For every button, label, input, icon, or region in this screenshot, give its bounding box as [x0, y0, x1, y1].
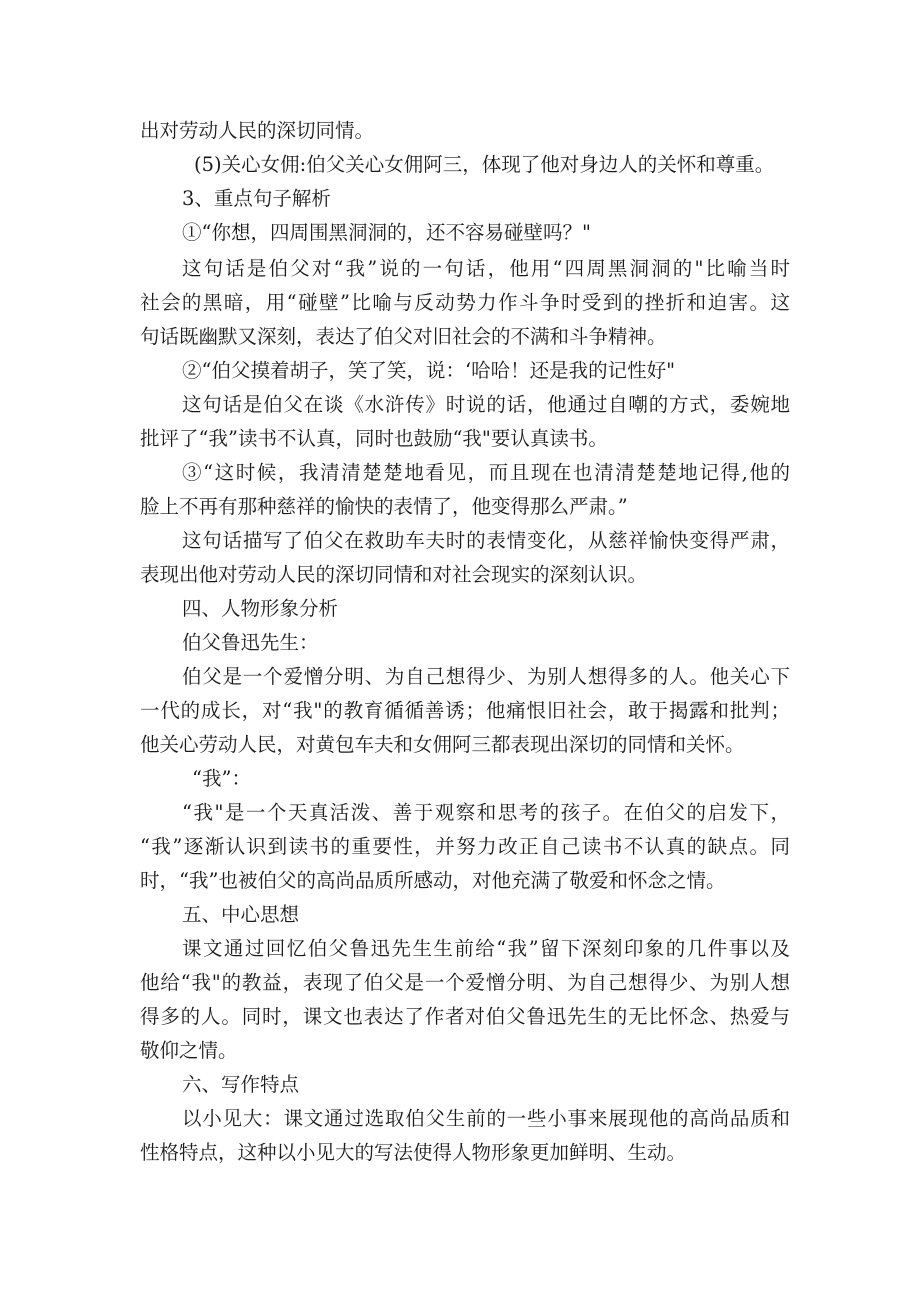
text-line: 他给“我"的教益，表现了伯父是一个爱憎分明、为自己想得少、为别人想: [140, 971, 790, 994]
quoted-sentence: ②“伯父摸着胡子，笑了笑，说：‘哈哈！还是我的记性好": [182, 359, 676, 382]
text-line: 一代的成长，对“我"的教育循循善诱；他痛恨旧社会，敢于揭露和批判；: [140, 699, 790, 722]
text-line: “我”逐渐认识到读书的重要性，并努力改正自己读书不认真的缺点。同: [140, 835, 790, 858]
section-heading: 五、中心思想: [182, 903, 300, 926]
text-line: 性格特点，这种以小见大的写法使得人物形象更加鲜明、生动。: [140, 1141, 687, 1164]
text-line: 课文通过回忆伯父鲁迅先生生前给“我”留下深刻印象的几件事以及: [182, 937, 790, 960]
text-line: 这句话是伯父对“我”说的一句话，他用“四周黑洞洞的"比喻当时: [182, 257, 790, 280]
text-line: 出对劳动人民的深切同情。: [140, 119, 375, 142]
text-line: 以小见大：课文通过选取伯父生前的一些小事来展现他的高尚品质和: [182, 1107, 790, 1130]
text-line: 得多的人。同时，课文也表达了作者对伯父鲁迅先生的无比怀念、热爱与: [140, 1005, 790, 1028]
text-line: (5)关心女佣:伯父关心女佣阿三，体现了他对身边人的关怀和尊重。: [194, 153, 775, 176]
text-line: 表现出他对劳动人民的深切同情和对社会现实的深刻认识。: [140, 563, 648, 586]
text-line: 这句话描写了伯父在救助车夫时的表情变化，从慈祥愉快变得严肃，: [182, 529, 790, 552]
quoted-sentence: ①“你想，四周围黑洞洞的，还不容易碰壁吗？": [182, 221, 591, 244]
subheading: 伯父鲁迅先生：: [182, 631, 319, 654]
quoted-sentence: 脸上不再有那种慈祥的愉快的表情了，他变得那么严肃。”: [140, 495, 628, 518]
section-heading: 四、人物形象分析: [182, 597, 339, 620]
text-line: “我"是一个天真活泼、善于观察和思考的孩子。在伯父的启发下，: [182, 801, 790, 824]
text-line: 敬仰之情。: [140, 1039, 238, 1062]
section-heading: 六、写作特点: [182, 1073, 300, 1096]
text-line: 社会的黑暗，用“碰壁”比喻与反动势力作斗争时受到的挫折和迫害。这: [140, 291, 790, 314]
text-line: 句话既幽默又深刻，表达了伯父对旧社会的不满和斗争精神。: [140, 325, 667, 348]
text-line: 他关心劳动人民，对黄包车夫和女佣阿三都表现出深切的同情和关怀。: [140, 733, 745, 756]
text-line: 这句话是伯父在谈《水浒传》时说的话，他通过自嘲的方式，委婉地: [182, 393, 790, 416]
section-heading: 3、重点句子解析: [182, 187, 331, 210]
subheading: “我”：: [192, 767, 251, 790]
text-line: 批评了“我”读书不认真，同时也鼓励“我"要认真读书。: [140, 427, 608, 450]
text-line: 伯父是一个爱憎分明、为自己想得少、为别人想得多的人。他关心下: [182, 665, 790, 688]
quoted-sentence: ③“这时候，我清清楚楚地看见，而且现在也清清楚楚地记得,他的: [182, 461, 790, 484]
text-line: 时，“我”也被伯父的高尚品质所感动，对他充满了敬爱和怀念之情。: [140, 869, 726, 892]
